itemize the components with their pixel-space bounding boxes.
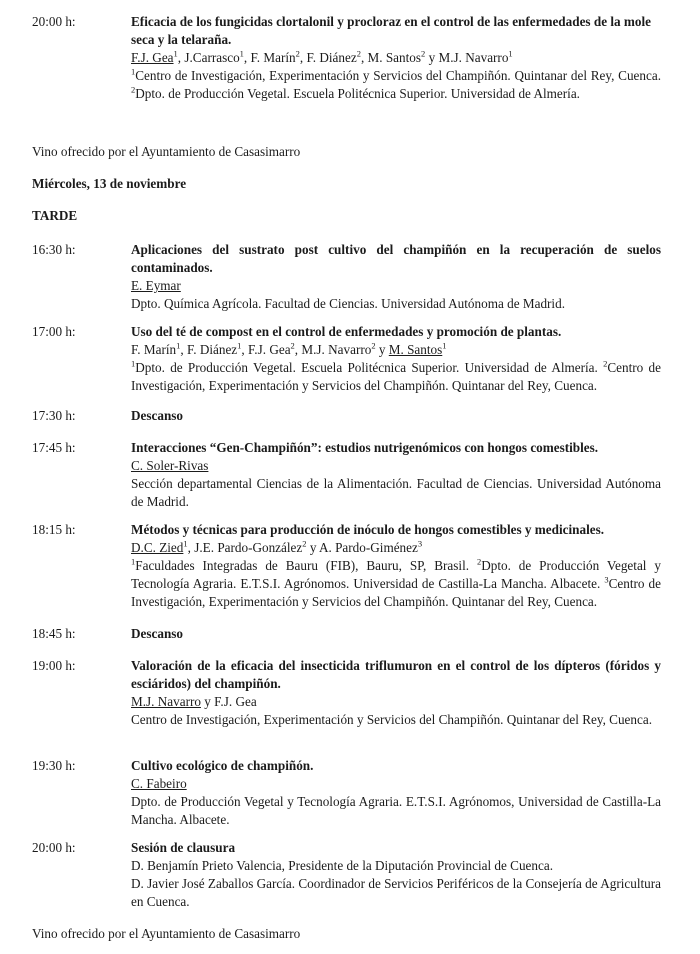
aff-text: Centro de Investigación, Experimentación y Servicios del Champiñón. Quintanar del Rey, Cuenca. xyxy=(131,360,661,393)
author-sup: 1 xyxy=(237,340,242,351)
author: F. Marín xyxy=(131,342,177,357)
author-sup: 2 xyxy=(290,340,295,351)
aff-sup: 2 xyxy=(603,358,608,369)
session-time: 19:30 h: xyxy=(32,758,76,773)
aff-text: Faculdades Integradas de Bauru (FIB), Bauru, SP, Brasil. xyxy=(135,558,477,573)
session-time: 18:15 h: xyxy=(32,522,76,537)
session-title: Uso del té de compost en el control de enfermedades y promoción de plantas. xyxy=(131,324,562,339)
author: F. Marín xyxy=(250,50,296,65)
session-cultivo-ecologico xyxy=(32,757,662,829)
author-sep: , xyxy=(360,50,368,65)
coauthor: y F.J. Gea xyxy=(200,694,257,709)
author-sup: 1 xyxy=(176,340,181,351)
author-sup: 3 xyxy=(417,538,423,549)
aff-sup: 1 xyxy=(131,358,136,369)
session-authors xyxy=(131,775,661,793)
author: F.J. Gea xyxy=(248,342,291,357)
session-time: 20:00 h: xyxy=(32,14,76,29)
author: M.J. Navarro xyxy=(438,50,509,65)
session-authors xyxy=(131,693,661,711)
session-affiliations xyxy=(131,359,661,395)
session-title: Sesión de clausura xyxy=(131,840,236,855)
aff-text: Centro de Investigación, Experimentación y Servicios del Champiñón. Quintanar del Rey, Cuenca. xyxy=(131,576,661,609)
day-heading: Miércoles, 13 de noviembre xyxy=(32,176,187,191)
session-title: Métodos y técnicas para producción de inóculo de hongos comestibles y medicinales. xyxy=(131,522,605,537)
session-clausura xyxy=(32,839,662,911)
author-sup: 1 xyxy=(442,340,447,351)
session-authors: D.C. Zied$^1$, J.E. Pardo-González$^2$ y A. Pardo-Giménez$^3$ xyxy=(131,538,423,555)
session-time: 17:45 h: xyxy=(32,440,76,455)
session-time: 17:00 h: xyxy=(32,324,76,339)
aff-sup: 2 xyxy=(476,556,482,567)
session-nutrigenomica xyxy=(32,439,662,511)
author-sup: 2 xyxy=(356,48,361,59)
author: J.E. Pardo-González xyxy=(194,540,303,555)
author-presenter: M. Santos xyxy=(388,342,443,357)
break-label: Descanso xyxy=(131,626,184,641)
aff-sup: 1 xyxy=(131,66,136,77)
author-sup: 2 xyxy=(302,538,307,549)
author-sep: y xyxy=(425,50,439,65)
session-fungicidas xyxy=(32,13,662,103)
author-presenter: F.J. Gea xyxy=(131,50,174,65)
session-authors xyxy=(131,277,661,295)
author-sep: , xyxy=(299,50,307,65)
session-authors xyxy=(131,49,661,67)
wine-note: Vino ofrecido por el Ayuntamiento de Casasimarro xyxy=(32,144,301,159)
author: F. Diánez xyxy=(306,50,357,65)
session-te-compost xyxy=(32,323,662,395)
author: M. Santos xyxy=(367,50,422,65)
author-presenter: D.C. Zied xyxy=(131,540,184,555)
session-affiliations xyxy=(131,557,661,611)
author-sup: 1 xyxy=(183,538,188,549)
author: J.Carrasco xyxy=(184,50,240,65)
aff-text: Dpto. de Producción Vegetal. Escuela Politécnica Superior. Universidad de Almería. xyxy=(135,360,604,375)
session-affiliations xyxy=(131,67,661,103)
session-affiliations: Dpto. Química Agrícola. Facultad de Ciencias. Universidad Autónoma de Madrid. xyxy=(131,296,565,311)
author-sep: , xyxy=(243,50,251,65)
session-sustrato xyxy=(32,241,662,313)
author-sup: 1 xyxy=(239,48,244,59)
author-presenter: E. Eymar xyxy=(131,278,181,293)
session-break xyxy=(32,625,662,643)
session-affiliations: Centro de Investigación, Experimentación y Servicios del Champiñón. Quintanar del Rey, Cuenca. xyxy=(131,712,653,727)
session-affiliations: Dpto. de Producción Vegetal y Tecnología Agraria. E.T.S.I. Agrónomos, Universidad de Castilla-La Mancha. Albacete. xyxy=(131,794,661,827)
session-break xyxy=(32,407,662,425)
session-triflumuron xyxy=(32,657,662,729)
author: F. Diánez xyxy=(186,342,238,357)
clausura-line: D. Benjamín Prieto Valencia, Presidente de la Diputación Provincial de Cuenca. xyxy=(131,858,554,873)
session-affiliations: Sección departamental Ciencias de la Alimentación. Facultad de Ciencias. Universidad Autónoma de Madrid. xyxy=(131,476,661,509)
session-authors xyxy=(131,457,661,475)
author-sup: 2 xyxy=(421,48,426,59)
session-title: Aplicaciones del sustrato post cultivo del champiñón en la recuperación de suelos contaminados. xyxy=(131,242,661,275)
session-title: Eficacia de los fungicidas clortalonil y procloraz en el control de las enfermedades de la mole seca y la telaraña. xyxy=(131,14,651,47)
author: A. Pardo-Giménez xyxy=(318,540,418,555)
session-time: 20:00 h: xyxy=(32,840,76,855)
aff-text: Dpto. de Producción Vegetal. Escuela Politécnica Superior. Universidad de Almería. xyxy=(135,86,580,101)
session-title: Cultivo ecológico de champiñón. xyxy=(131,758,314,773)
wine-note: Vino ofrecido por el Ayuntamiento de Casasimarro xyxy=(32,926,301,941)
author-presenter: M.J. Navarro xyxy=(131,694,201,709)
break-label: Descanso xyxy=(131,408,184,423)
aff-text: Dpto. de Producción Vegetal y Tecnología Agraria. E.T.S.I. Agrónomos. Universidad de Castilla-La Mancha. Albacete. xyxy=(131,558,661,591)
author-presenter: C. Soler-Rivas xyxy=(131,458,209,473)
clausura-line: D. Javier José Zaballos García. Coordinador de Servicios Periféricos de la Consejería de Agricultura en Cuenca. xyxy=(131,876,661,909)
author-sup: 1 xyxy=(173,48,178,59)
aff-text: Centro de Investigación, Experimentación y Servicios del Champiñón. Quintanar del Rey, Cuenca. xyxy=(135,68,661,83)
aff-sup: 3 xyxy=(604,574,609,585)
author-sep: , xyxy=(177,50,185,65)
aff-sup: 2 xyxy=(131,84,136,95)
section-heading: TARDE xyxy=(32,208,78,223)
author-sup: 1 xyxy=(508,48,513,59)
author-presenter: C. Fabeiro xyxy=(131,776,187,791)
session-time: 19:00 h: xyxy=(32,658,76,673)
session-title: Interacciones “Gen-Champiñón”: estudios nutrigenómicos con hongos comestibles. xyxy=(131,440,599,455)
author: M.J. Navarro xyxy=(301,342,372,357)
session-time: 17:30 h: xyxy=(32,408,76,423)
session-authors: F. Marín$^1$, F. Diánez$^1$, F.J. Gea$^2$, M.J. Navarro$^2$ y M. Santos$^1$ xyxy=(131,340,447,357)
session-title: Valoración de la eficacia del insecticida triflumuron en el control de los dípteros (fóridos y esciáridos) del champiñón. xyxy=(131,658,661,691)
author-sup: 2 xyxy=(371,340,376,351)
aff-sup: 1 xyxy=(131,556,136,567)
session-time: 16:30 h: xyxy=(32,242,76,257)
author-sup: 2 xyxy=(295,48,300,59)
session-time: 18:45 h: xyxy=(32,626,76,641)
session-inoculo xyxy=(32,521,662,611)
